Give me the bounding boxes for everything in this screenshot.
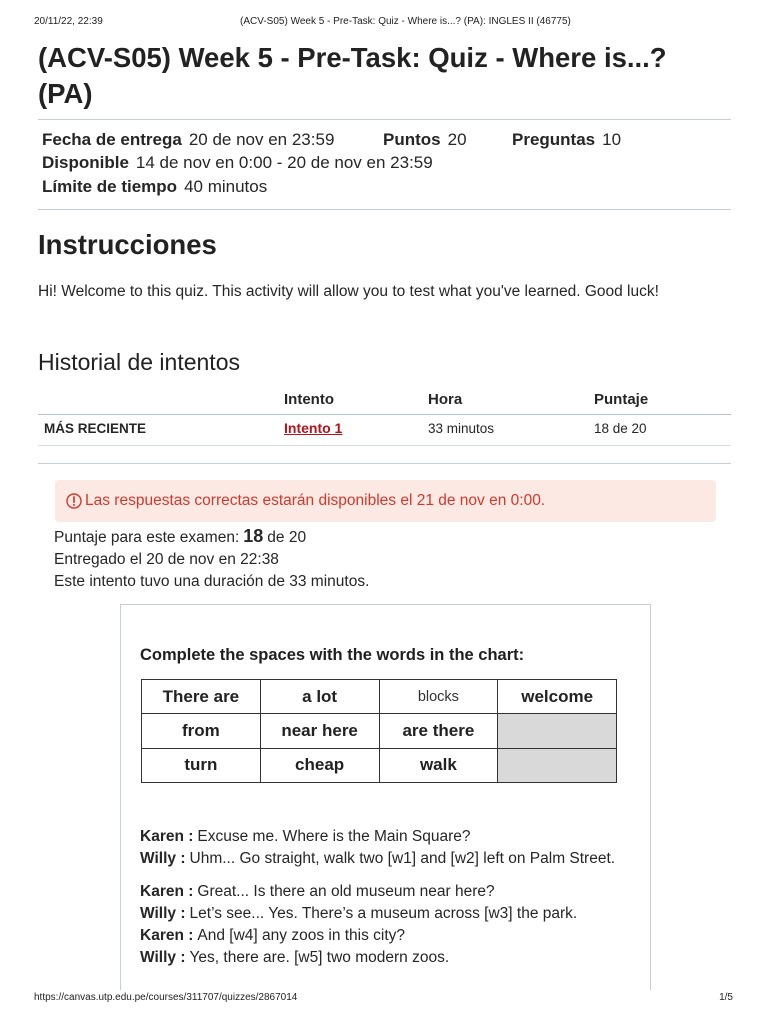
- attempt-score: 18 de 20: [594, 421, 647, 436]
- speaker-name: Karen :: [140, 883, 194, 900]
- dialogue-text: Let’s see... Yes. There’s a museum across [w3] the park.: [189, 905, 578, 922]
- dialogue-text: Great... Is there an old museum near here?: [197, 883, 495, 900]
- speaker-name: Karen :: [140, 927, 194, 944]
- print-page-title: (ACV-S05) Week 5 - Pre-Task: Quiz - Where is...? (PA): INGLES II (46775): [240, 16, 571, 27]
- attempt-history-heading: Historial de intentos: [38, 349, 240, 375]
- answers-availability-alert: [55, 480, 716, 522]
- column-header-score: Puntaje: [594, 391, 649, 408]
- column-header-time: Hora: [428, 391, 463, 408]
- word-chart-cell: from: [142, 714, 261, 748]
- table-header-rule: [38, 414, 731, 415]
- word-chart: [141, 679, 617, 783]
- availability-label: Disponible: [42, 153, 129, 172]
- warning-icon: [66, 493, 82, 509]
- due-date: [42, 129, 334, 151]
- dialogue-text: Uhm... Go straight, walk two [w1] and [w2] left on Palm Street.: [189, 850, 616, 867]
- points-value: 20: [447, 130, 467, 149]
- dialogue-text: Excuse me. Where is the Main Square?: [197, 828, 471, 845]
- dialogue-line: [140, 826, 615, 848]
- due-date-label: Fecha de entrega: [42, 130, 182, 149]
- table-row-rule: [38, 445, 731, 446]
- time-limit: [42, 176, 267, 198]
- word-chart-cell: cheap: [261, 749, 380, 783]
- word-chart-cell: are there: [380, 714, 499, 748]
- speaker-name: Karen :: [140, 828, 194, 845]
- attempt-1-link[interactable]: Intento 1: [284, 420, 343, 436]
- divider: [38, 209, 731, 210]
- questions-count: [512, 129, 621, 151]
- question-prompt: Complete the spaces with the words in the chart:: [140, 646, 525, 664]
- word-chart-cell: walk: [380, 749, 499, 783]
- word-chart-cell: welcome: [498, 680, 617, 714]
- word-chart-cell: blocks: [380, 680, 499, 714]
- word-chart-cell: a lot: [261, 680, 380, 714]
- time-limit-label: Límite de tiempo: [42, 177, 178, 196]
- score-value: 18: [243, 526, 264, 546]
- attempt-cell: [284, 419, 342, 438]
- print-footer-url: https://canvas.utp.edu.pe/courses/311707/quizzes/2867014: [34, 992, 298, 1003]
- time-limit-value: 40 minutos: [184, 177, 268, 196]
- speaker-name: Willy :: [140, 949, 186, 966]
- submitted-at: Entregado el 20 de nov en 22:38: [54, 551, 279, 568]
- dialogue-text: Yes, there are. [w5] two modern zoos.: [189, 949, 450, 966]
- attempt-time: 33 minutos: [428, 421, 495, 436]
- questions-value: 10: [602, 130, 622, 149]
- dialogue-line: [140, 881, 577, 903]
- instructions-heading: Instrucciones: [38, 229, 217, 260]
- attempt-duration: Este intento tuvo una duración de 33 minutos.: [54, 573, 370, 590]
- availability-value: 14 de nov en 0:00 - 20 de nov en 23:59: [135, 153, 433, 172]
- dialogue-line: [140, 903, 577, 925]
- divider: [38, 463, 731, 464]
- dialogue-text: And [w4] any zoos in this city?: [197, 927, 406, 944]
- points: [383, 129, 467, 151]
- column-header-attempt: Intento: [284, 391, 334, 408]
- dialogue-line: [140, 947, 577, 969]
- word-chart-blank-cell: [498, 714, 617, 748]
- dialogue-exchange: [140, 826, 615, 870]
- speaker-name: Willy :: [140, 850, 186, 867]
- word-chart-cell: turn: [142, 749, 261, 783]
- speaker-name: Willy :: [140, 905, 186, 922]
- most-recent-label: MÁS RECIENTE: [44, 421, 147, 436]
- quiz-title: (ACV-S05) Week 5 - Pre-Task: Quiz - Where is...? (PA): [38, 42, 667, 109]
- word-chart-cell: near here: [261, 714, 380, 748]
- due-date-value: 20 de nov en 23:59: [188, 130, 335, 149]
- score-prefix: Puntaje para este examen:: [54, 529, 240, 546]
- dialogue-line: [140, 848, 615, 870]
- questions-label: Preguntas: [512, 130, 596, 149]
- score-suffix: de 20: [267, 529, 307, 546]
- word-chart-cell: There are: [142, 680, 261, 714]
- divider: [38, 119, 731, 120]
- points-label: Puntos: [383, 130, 441, 149]
- question-box: [120, 604, 651, 990]
- dialogue-exchange: [140, 881, 577, 969]
- instructions-text: Hi! Welcome to this quiz. This activity will allow you to test what you've learned. Good luck!: [38, 283, 659, 300]
- alert-text: Las respuestas correctas estarán disponibles el 21 de nov en 0:00.: [85, 492, 546, 509]
- print-page-number: 1/5: [719, 992, 733, 1003]
- dialogue-line: [140, 925, 577, 947]
- score-summary: [54, 525, 306, 549]
- print-timestamp: 20/11/22, 22:39: [34, 16, 103, 27]
- availability: [42, 152, 433, 174]
- word-chart-blank-cell: [498, 749, 617, 783]
